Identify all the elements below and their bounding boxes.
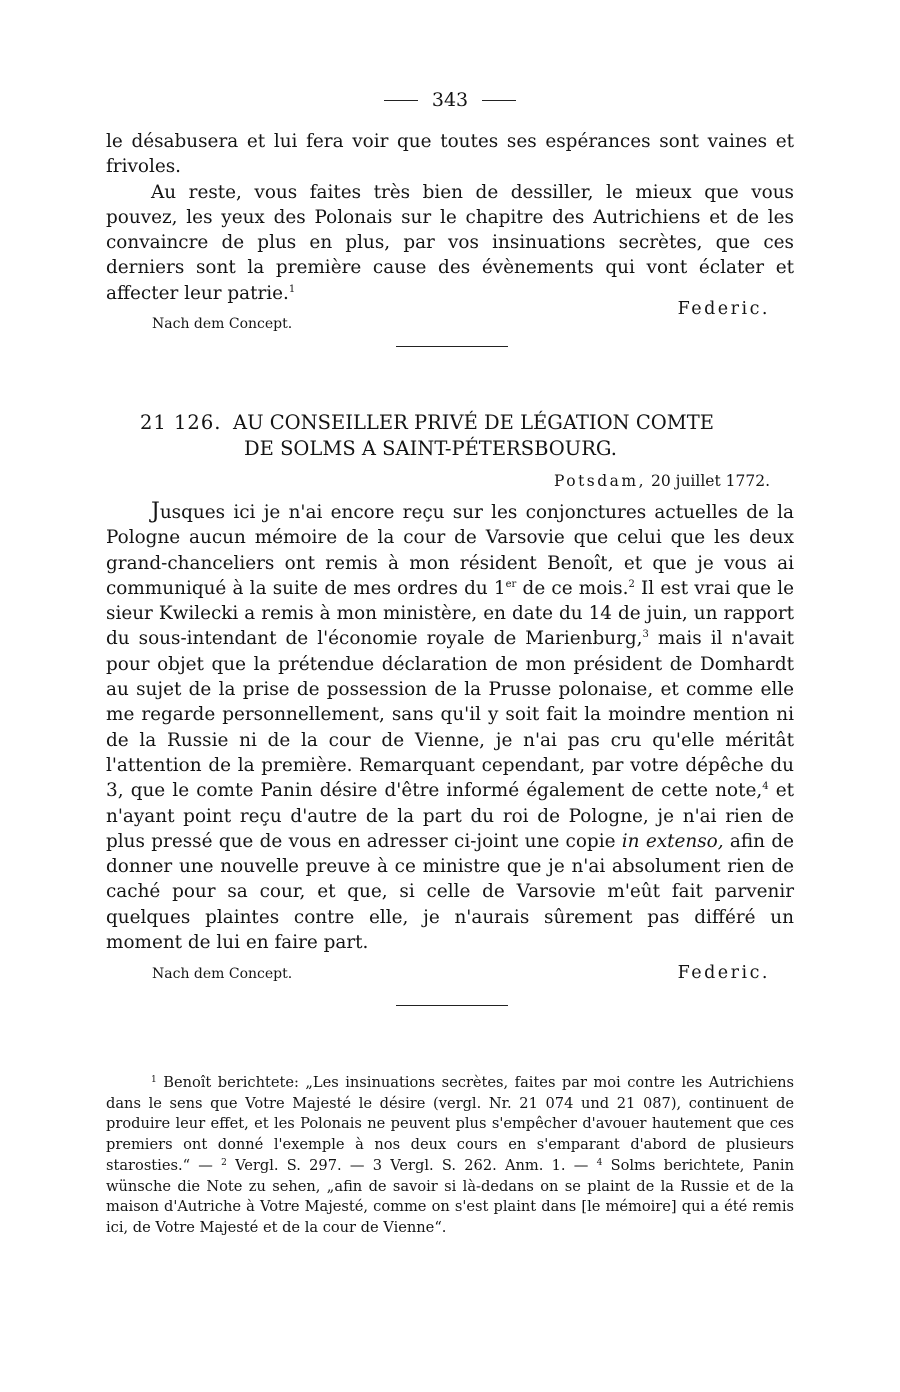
- italic-phrase: in extenso,: [621, 830, 724, 852]
- letter-body-paragraph: Jusques ici je n'ai encore reçu sur les conjonctures actuelles de la Pologne aucun mémoire de la cour de Varsovie que celui que les deux grand-chanceliers ont remis à mon résident Benoît, et que je vous ai communiqué à la suite de mes ordres du 1er de ce mois.$^2$ Il est vrai que le sieur Kwilecki a remis à mon ministère, en date du 14 de juin, un rapport du sous-intendant de l'économie royale de Marienburg,$^3$ mais il n'avait pour objet que la prétendue déclaration de mon président de Domhardt au sujet de la prise de possession de la Prusse polonaise, et comme elle me regarde personnellement, sans qu'il y soit fait la moindre mention ni de la Russie ni de la cour de Vienne, je n'ai pas cru qu'elle méritât l'attention de la première. Remarquant cependant, par votre dépêche du 3, que le comte Panin désire d'être informé également de cette note,$^4$ et n'ayant point reçu d'autre de la part du roi de Pologne, je n'ai rien de plus pressé que de vous en adresser ci-joint une copie in extenso, afin de donner une nouvelle preuve à ce ministre que je n'ai absolument rien de caché pour sa cour, et que, si celle de Varsovie m'eût fait parvenir quelques plaintes contre elle, je n'aurais sûrement pas différé un moment de lui en faire part.: [106, 499, 794, 954]
- footnote-mark-2: 2: [221, 1157, 227, 1168]
- header-dash-right: [482, 100, 516, 101]
- previous-letter-paragraph-2: Au reste, vous faites très bien de dessiller, le mieux que vous pouvez, les yeux des Polonais sur le chapitre des Autrichiens et de les convaincre de plus en plus, par vos insinuations secrètes, que ces derniers sont la première cause des évènements qui vont éclater et affecter leur patrie.$^1$: [106, 181, 794, 304]
- header-dash-left: [384, 100, 418, 101]
- separator-rule-1: [396, 346, 508, 347]
- footnote-mark-1: 1: [151, 1075, 157, 1085]
- letter-date-text: 20 juillet 1772.: [650, 472, 770, 490]
- letter-date-place: Potsdam,: [553, 472, 647, 490]
- footnote-mark-3: 3: [372, 1156, 382, 1174]
- footnote-ref-4: 4: [762, 781, 769, 793]
- footnote-2: Vergl. S. 297. —: [226, 1156, 373, 1174]
- letter-heading-line-2: DE SOLMS A SAINT-PÉTERSBOURG.: [244, 437, 617, 460]
- letter-number: 21 126.: [140, 411, 222, 434]
- letter-signature: Federic.: [677, 963, 770, 983]
- previous-letter-source: Nach dem Concept.: [152, 316, 293, 332]
- footnote-ref-2: 2: [628, 578, 635, 590]
- letter-body: [106, 499, 794, 955]
- footnote-mark-4: 4: [596, 1157, 603, 1168]
- footnote-1: Benoît berichtete: „Les insinuations secrètes, faites par moi contre les Autrichiens dans le sens que Votre Majesté le désire (vergl. Nr. 21 074 und 21 087), continuent de produire leur effet, et les Polonais ne peuvent plus s'empêcher d'avouer hautement que ces premiers ont donné l'exemple à nos deux cours en s'emparant d'abord de plusieurs starosties.“ —: [106, 1074, 794, 1174]
- letter-source: Nach dem Concept.: [152, 966, 293, 982]
- previous-letter-signature: Federic.: [677, 299, 770, 319]
- footnote-4: Solms berichtete, Panin wünsche die Note zu sehen, „afin de savoir si là-dedans on se plaint de la Russie et de la maison d'Autriche à Votre Majesté, comme on s'est plaint dans [le mémoire] qui a été remis ici, de Votre Majesté et de la cour de Vienne“.: [106, 1156, 794, 1236]
- letter-heading-line-1: AU CONSEILLER PRIVÉ DE LÉGATION COMTE: [233, 411, 714, 434]
- footnote-ref-1: 1: [288, 283, 296, 295]
- footnote-block: [106, 1073, 794, 1239]
- previous-letter-paragraph-1: le désabusera et lui fera voir que toutes ses espérances sont vaines et frivoles.: [106, 131, 794, 178]
- footnote-3: Vergl. S. 262. Anm. 1. —: [381, 1156, 597, 1174]
- previous-letter-text: [106, 129, 794, 306]
- letter-date: [554, 472, 770, 490]
- footnote-ref-3: 3: [642, 629, 649, 641]
- page-header: [0, 86, 900, 114]
- footnotes: [106, 1073, 794, 1239]
- separator-rule-2: [396, 1005, 508, 1006]
- letter-dropcap: J: [151, 499, 160, 524]
- ordinal-superscript: er: [505, 578, 517, 590]
- page-number: 343: [431, 89, 469, 111]
